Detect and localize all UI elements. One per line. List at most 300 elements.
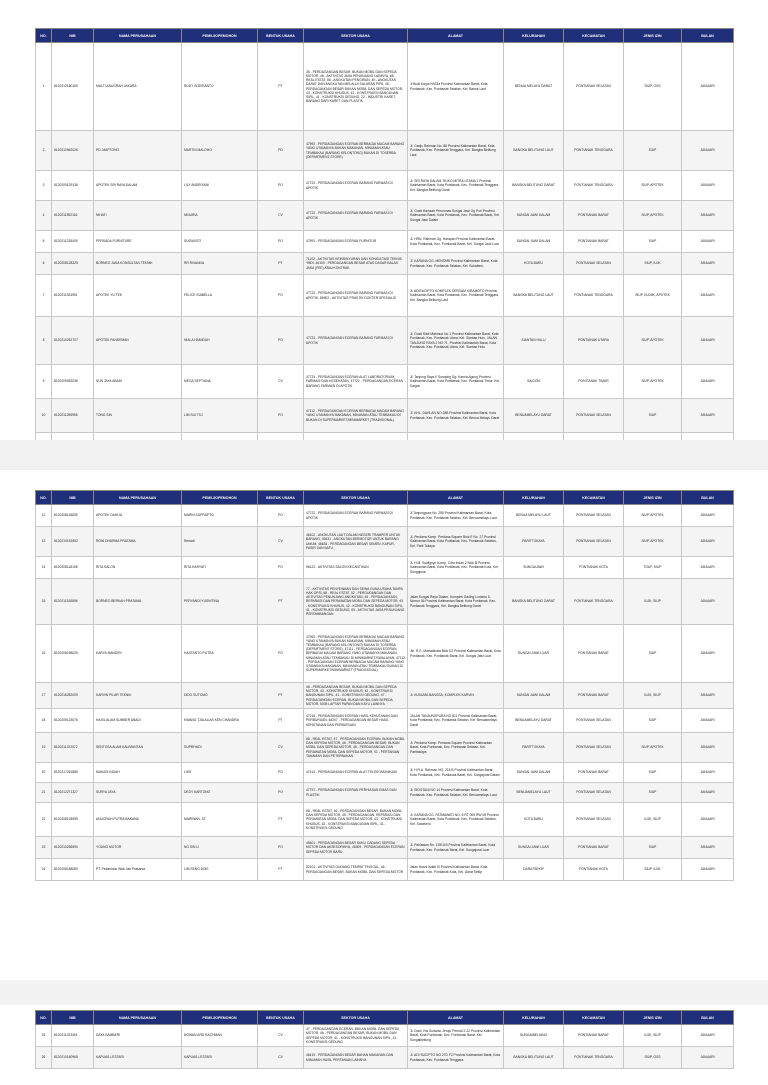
cell-bentuk: PT: [258, 253, 304, 275]
permit-table-page-3: [35, 1010, 734, 1069]
cell-alamat: Jl. Dumi Yos Sudarso Jerujo Permai 2-22 Provinsi Kalimantan Barat, Kota Pontianak, Kec. Pontianak Barat, Kel. Sungaibeliung: [408, 1025, 504, 1047]
cell-bentuk: CV: [258, 201, 304, 231]
column-header-no: NO.: [36, 1011, 52, 1025]
column-header-jenis: JENIS IZIN: [624, 491, 682, 505]
cell-nama: SURYA JAYA: [94, 783, 182, 803]
cell-sektor: 52101 - AKTIVITAS GUDANG TEMPAT TINGGAL, 46 - PERDAGANGAN BESAR, BUKAN MOBIL DAN SEPEDA MOTOR: [304, 859, 408, 881]
table-row: [36, 399, 734, 433]
cell-bulan: JANUARI: [682, 365, 734, 399]
cell-sektor: 47216 - PERDAGANGAN ECERAN HASIL KEHUTANAN DAN PERBURUAN, 46207 - PERDAGANGAN BESAR HASIL KEHUTANAN DAN PERBURUAN: [304, 709, 408, 733]
cell-kecamatan: PONTIANAK TENGGARA: [564, 1047, 624, 1069]
table-row: [36, 859, 734, 881]
cell-sektor: 47722 - PERDAGANGAN ECERAN BARANG FARMASI DI APOTIK: [304, 505, 408, 527]
table-row: [36, 131, 734, 171]
cell-kelurahan: SUNGAI JAWI LUAR: [504, 837, 564, 859]
column-header-jenis: JENIS IZIN: [624, 29, 682, 43]
column-header-bentuk: BENTUK USAHA: [258, 491, 304, 505]
column-header-pemilik: PEMILIK/PEMOHON: [182, 491, 258, 505]
cell-pemilik: PERYANDI YUSNITINA: [182, 579, 258, 625]
cell-sektor: 71102 - AKTIVITAS KEINSINYURAN DAN KONSULTASI TEKNIS YBDI, 46100 - PERDAGANGAN BESAR ATAS DASAR BALAS JASA (FEE) ATAU KONTRAK: [304, 253, 408, 275]
cell-alamat: Jl. SIDOTANI NO 14 Provinsi Kalimantan Barat, Kota Pontianak, Kec. Pontianak Selatan, Kel. Benuamelayu Laut: [408, 783, 504, 803]
table-row: [36, 763, 734, 783]
cell-alamat: Jl. SRI RAYA DALAM, RUKO MITRA UTAMA 1 Provinsi Kalimantan Barat, Kota Pontianak, Kec. Pontianak Tenggara, Kel. Bangka Belitung Darat: [408, 171, 504, 201]
table-row: [36, 527, 734, 557]
column-header-kelurahan: KELURAHAN: [504, 491, 564, 505]
cell-pemilik: NINURIA: [182, 201, 258, 231]
cell-jenis: SIUP, IUJK: [624, 859, 682, 881]
cell-kecamatan: PONTIANAK SELATAN: [564, 399, 624, 433]
cell-kelurahan: SIANTAN HULU: [504, 317, 564, 365]
cell-bentuk: PO: [258, 783, 304, 803]
cell-sektor: 68 - REAL ESTAT, 47 - PERDAGANGAN ECERAN, BUKAN MOBIL DAN SEPEDA MOTOR, 46 - PERDAGANGAN BESAR, BUKAN MOBIL DAN SEPEDA MOTOR, 45 - PERDAGANGAN DAN PERAWATAN MOBIL DAN SEPEDA MOTOR, 01 - PERTANIAN TANAMAN DAN PETERNAKAN: [304, 733, 408, 763]
table-row: [36, 231, 734, 253]
cell-nama: MAKASI INDAH: [94, 763, 182, 783]
table-row: [36, 683, 734, 709]
cell-bentuk: PO: [258, 399, 304, 433]
table-row: [36, 733, 734, 763]
column-header-jenis: JENIS IZIN: [624, 1011, 682, 1025]
cell-nib: 8120208128959: [52, 803, 94, 837]
cell-kecamatan: PONTIANAK BARAT: [564, 1025, 624, 1047]
cell-alamat: Jl. Pahlawan No. 139/103 Provinsi Kalimantan Barat, Kota Pontianak, Kec. Pontianak Barat, Kel. Sungajurai Luar: [408, 837, 504, 859]
cell-sektor: 45401 - PERDAGANGAN BESAR SUKU CADANG SEPEDA MOTOR DAN AKSESORINYA, 45409 - PERDAGANGAN ECERAN SEPEDA MOTOR BARU: [304, 837, 408, 859]
cell-nib: 8120211298955: [52, 399, 94, 433]
cell-pemilik: NIALA HAMIDAH: [182, 317, 258, 365]
cell-nama: SUN JAYA ABADI: [94, 365, 182, 399]
cell-bulan: JANUARI: [682, 859, 734, 881]
cell-kelurahan: PARITTOKAYA: [504, 733, 564, 763]
cell-kelurahan: SUNGAI JAWI LUAR: [504, 625, 564, 683]
cell-nama: BORNEO BERKAH PRATAMA: [94, 579, 182, 625]
cell-bentuk: PT: [258, 579, 304, 625]
permit-table-page-2: [35, 490, 734, 881]
cell-bulan: JANUARI: [682, 625, 734, 683]
cell-nama: MULTI ANUGRAH JAKARA: [94, 43, 182, 131]
cell-jenis: SIUP, APOTEK: [624, 527, 682, 557]
cell-jenis: SIUP, KLINIK, APOTEK: [624, 275, 682, 317]
cell-kecamatan: PONTIANAK BARAT: [564, 763, 624, 783]
cell-nib: 8120211228409: [52, 231, 94, 253]
table-row: [36, 201, 734, 231]
cell-sektor: 47722 - PERDAGANGAN ECERAN BARANG FARMASI DI APOTIK: [304, 171, 408, 201]
cell-bulan: JANUARI: [682, 803, 734, 837]
cell-alamat: Jl. KUSUMA BANGSA, KOMPLEK KARVIN: [408, 683, 504, 709]
cell-no: 4: [36, 201, 52, 231]
cell-pemilik: NOWAN ARD RACHMAN: [182, 1025, 258, 1047]
cell-bentuk: PO: [258, 557, 304, 579]
cell-jenis: IUJK, SIUP: [624, 683, 682, 709]
cell-no: 18: [36, 709, 52, 733]
cell-bulan: JANUARI: [682, 1047, 734, 1069]
cell-nama: KAPUAS LESTARI: [94, 1047, 182, 1069]
cell-bulan: JANUARI: [682, 683, 734, 709]
cell-kecamatan: PONTIANAK BARAT: [564, 201, 624, 231]
cell-nama: NIHATI: [94, 201, 182, 231]
cell-jenis: SIUP, APOTEK: [624, 733, 682, 763]
cell-kecamatan: PONTIANAK BARAT: [564, 837, 624, 859]
column-header-sektor: SEKTOR USAHA: [304, 29, 408, 43]
cell-nama: RONI DHARMA PRATAMA: [94, 527, 182, 557]
cell-jenis: SIUP: [624, 763, 682, 783]
cell-jenis: SIUP: [624, 837, 682, 859]
cell-kelurahan: PARITTOKAYA: [504, 527, 564, 557]
table-row: [36, 253, 734, 275]
cell-nib: 8120211592116: [52, 201, 94, 231]
cell-kecamatan: PONTIANAK SELATAN: [564, 803, 624, 837]
cell-bentuk: CV: [258, 1047, 304, 1069]
cell-jenis: SIUP, APOTEK: [624, 365, 682, 399]
cell-no: 21: [36, 783, 52, 803]
cell-kelurahan: BENUAMELAYU DARAT: [504, 709, 564, 733]
cell-jenis: SIUP, APOTEK: [624, 317, 682, 365]
cell-nib: 8120211223491: [52, 1025, 94, 1047]
column-header-no: NO.: [36, 491, 52, 505]
cell-bentuk: PO: [258, 505, 304, 527]
cell-nib: 8120210160965: [52, 1047, 94, 1069]
cell-kelurahan: BENUA MELAYU LAUT: [504, 505, 564, 527]
cell-sektor: 46419 - PERDAGANGAN BESAR BAHAN MAKANAN DAN MINUMAN HASIL PERTANIAN LAINNYA: [304, 1047, 408, 1069]
table-row: [36, 709, 734, 733]
table-row: [36, 317, 734, 365]
column-header-alamat: ALAMAT: [408, 1011, 504, 1025]
cell-alamat: Jalan Husni Isdah III Provinsi Kalimantan Barat, Kota Pontianak, Kec. Pontianak Kota, Kel. Darat Sekip: [408, 859, 504, 881]
cell-no: 19: [36, 733, 52, 763]
cell-alamat: Jl. H.M. Suwignyo Komp. Citra Indah 2 Blok B Provinsi Kalimantan Barat, Kota Pontianak, Kec. Pontianak Kota, Kel. Sungajurai: [408, 557, 504, 579]
cell-sektor: 47112 - PERDAGANGAN ECERAN BERBAGAI MACAM BARANG YANG UTAMANYA MAKANAN, MINUMAN ATAU TEMBAKAU DI BUKAN DI SUPERMARKET/MINIMARKET (TRADISIONAL): [304, 399, 408, 433]
column-header-nama: NAMA PERUSAHAAN: [94, 29, 182, 43]
cell-bulan: JANUARI: [682, 171, 734, 201]
cell-kelurahan: BANGKA BELITUNG LAUT: [504, 131, 564, 171]
table-row: [36, 505, 734, 527]
cell-bulan: JANUARI: [682, 399, 734, 433]
column-header-sektor: SEKTOR USAHA: [304, 1011, 408, 1025]
cell-nama: SENTOSA ALAM KALIMANTAN: [94, 733, 182, 763]
cell-bentuk: PT: [258, 709, 304, 733]
cell-alamat: Jl. HRN. Rahman Gg. Harapan Provinsi Kalimantan Barat, Kota Pontianak, Kec. Pontianak Barat, Kel. Sungai Jawi Luar: [408, 231, 504, 253]
cell-bentuk: CV: [258, 527, 304, 557]
cell-kecamatan: PONTIANAK SELATAN: [564, 709, 624, 733]
cell-kecamatan: PONTIANAK KOTA: [564, 859, 624, 881]
cell-pemilik: KWANG TJIA ALIAS KEN CHANDRA: [182, 709, 258, 733]
column-header-pemilik: PEMILIK/PEMOHON: [182, 29, 258, 43]
cell-kelurahan: BENUA MELAYU DARAT: [504, 43, 564, 131]
table-header-row: [36, 29, 734, 43]
cell-nib: 8120212271327: [52, 783, 94, 803]
cell-kecamatan: PONTIANAK SELATAN: [564, 43, 624, 131]
cell-nib: 8120208118108: [52, 557, 94, 579]
cell-nib: 8120216282009: [52, 683, 94, 709]
cell-nib: 8120210152592: [52, 527, 94, 557]
cell-sektor: 47591 - PERDAGANGAN ECERAN FURNITUR: [304, 231, 408, 253]
permit-table-page-1: [35, 28, 734, 491]
cell-bulan: JANUARI: [682, 579, 734, 625]
cell-kecamatan: PONTIANAK SELATAN: [564, 253, 624, 275]
cell-kecamatan: PONTIANAK BARAT: [564, 231, 624, 253]
cell-bentuk: PO: [258, 317, 304, 365]
cell-nib: 8120209129136: [52, 171, 94, 201]
cell-nama: APOTEK YU TEK: [94, 275, 182, 317]
cell-jenis: SIUP: [624, 131, 682, 171]
cell-bentuk: PO: [258, 837, 304, 859]
cell-alamat: JALAN TANJUNGPURA NO 811 Provinsi Kalimantan Barat, Kota Pontianak, Kec. Pontianak Selatan, Kel. Benuamelayu Darat: [408, 709, 504, 733]
cell-no: 3: [36, 171, 52, 201]
cell-kelurahan: SUNGAI JAWI DALAM: [504, 201, 564, 231]
cell-jenis: IUJK, SIUP: [624, 803, 682, 837]
cell-kecamatan: PONTIANAK SELATAN: [564, 733, 624, 763]
cell-nama: YOUNG MOTOR: [94, 837, 182, 859]
cell-no: 9: [36, 365, 52, 399]
table-row: [36, 625, 734, 683]
cell-kecamatan: PONTIANAK SELATAN: [564, 783, 624, 803]
column-header-kecamatan: KECAMATAN: [564, 1011, 624, 1025]
cell-nama: DAYA SAMBERI: [94, 1025, 182, 1047]
cell-kelurahan: SUNGAI JAWI DALAM: [504, 763, 564, 783]
cell-pemilik: RUDY SOERIANTO: [182, 43, 258, 131]
cell-jenis: SIUP, OSS: [624, 43, 682, 131]
cell-jenis: TDUP, SIUP: [624, 557, 682, 579]
cell-no: 20: [36, 763, 52, 783]
cell-pemilik: KAPUAS LESTARI: [182, 1047, 258, 1069]
cell-no: 17: [36, 683, 52, 709]
cell-sektor: 47722 - PERDAGANGAN ECERAN BARANG FARMASI DI APOTIK: [304, 317, 408, 365]
cell-alamat: Jl Budi Karya Nh33a Provinsi Kalimantan Barat, Kota Pontianak, Kec. Pontianak Selatan, Kel. Bansir Laut: [408, 43, 504, 131]
cell-sektor: 77 - AKTIVITAS PENYEWAAN DAN SEWA GUNA USAHA TANPA HAK OPSI, 68 - REAL ESTAT, 52 - PERGUDANGAN DAN AKTIVITAS PENUNJANG ANGKUTAN, 45 - PERDAGANGAN, REPARASI DAN PERAWATAN MOBIL DAN SEPEDA MOTOR, 43 - KONSTRUKSI KHUSUS, 42 - KONSTRUKSI BANGUNAN SIPIL, 41 - KONSTRUKSI GEDUNG, 09 - AKTIVITAS JASA PENUNJANG PERTAMBANGAN: [304, 579, 408, 625]
cell-alamat: Jl. Gusti Situt Mahmud No 1 Provinsi Kalimantan Barat, Kota Pontianak, Kec. Pontianak Utara, Kel. Siantan Hulu, JALAN TANJUNG RAYA 2 NO 71, Provinsi Kalimantan Barat, Kota Pontianak, Kec. Pontianak Utara, Kel. Siantan Hulu: [408, 317, 504, 365]
cell-kelurahan: SUNGAIBELIUNG: [504, 1025, 564, 1047]
cell-nama: APOTEK SRI RAYA DALAM: [94, 171, 182, 201]
cell-nib: 8120210256590: [52, 837, 94, 859]
document-page-1: [0, 0, 768, 440]
cell-alamat: Jl. Gusti Hamzah Perumnas Sungai Jawi Gg Puri Provinsi Kalimantan Barat, Kota Pontianak, Kec. Pontianak Barat, Kel. Sungai Jawi Dalam: [408, 201, 504, 231]
cell-pemilik: LISS: [182, 763, 258, 783]
cell-nib: 8120217261886: [52, 763, 94, 783]
cell-nama: ANUGRAH PUTRA BAKANA: [94, 803, 182, 837]
column-header-kelurahan: KELURAHAN: [504, 1011, 564, 1025]
cell-nib: 8120211924991: [52, 275, 94, 317]
table-row: [36, 43, 734, 131]
cell-kelurahan: SUNGAI JAWI DALAM: [504, 683, 564, 709]
cell-kelurahan: KOTA BARU: [504, 803, 564, 837]
cell-nib: 8120208118835: [52, 505, 94, 527]
cell-kelurahan: BANGKA BELITUNG DARAT: [504, 579, 564, 625]
column-header-bulan: BULAN: [682, 1011, 734, 1025]
cell-nama: KARYA MANDIRI: [94, 625, 182, 683]
cell-kelurahan: BANGKA BELITUNG LAUT: [504, 275, 564, 317]
cell-bulan: JANUARI: [682, 275, 734, 317]
cell-nib: 8120211518896: [52, 579, 94, 625]
cell-nib: 8120210962026: [52, 131, 94, 171]
cell-pemilik: RITA HARYATI: [182, 557, 258, 579]
cell-jenis: SIUP, OSS: [624, 1047, 682, 1069]
cell-alamat: Jl. ADI SUCIPTO NO 27D F2 Provinsi Kalimantan Barat, Kota Pontianak, Kec. Pontianak Tenggara: [408, 1047, 504, 1069]
cell-sektor: 47724 - PERDAGANGAN ECERAN ALAT LABORATORIUM, FARMASI DAN KESEHATAN, 47722 - PERDAGANGAN ECERAN BARANG FARMASI DI APOTIK: [304, 365, 408, 399]
cell-no: 2: [36, 131, 52, 171]
cell-nib: 8120211222072: [52, 733, 94, 763]
cell-kecamatan: PONTIANAK TENGGARA: [564, 275, 624, 317]
cell-bulan: JANUARI: [682, 527, 734, 557]
cell-jenis: IUJK, SIUP: [624, 579, 682, 625]
cell-jenis: SIUP: [624, 231, 682, 253]
cell-jenis: SIUP: [624, 709, 682, 733]
cell-nib: 8120208188080: [52, 859, 94, 881]
column-header-bentuk: BENTUK USAHA: [258, 29, 304, 43]
column-header-nib: NIB: [52, 1011, 94, 1025]
cell-no: 6: [36, 253, 52, 275]
cell-jenis: SIUP, IUJK: [624, 253, 682, 275]
cell-alamat: Jalan Sungai Raya Dalam, Komplek Gading Lumintu 5, Nomor 36 Provinsi Kalimantan Barat, Kota Pontianak, Kec. Pontianak Tenggara, Kel. Bangka Belitung Darat: [408, 579, 504, 625]
cell-nama: PD. MAPTONG: [94, 131, 182, 171]
cell-kecamatan: PONTIANAK SELATAN: [564, 505, 624, 527]
cell-no: 25: [36, 1025, 52, 1047]
cell-kecamatan: PONTIANAK SELATAN: [564, 527, 624, 557]
cell-alamat: Jl. Tanjung Raya II Sumping Gg. Karnia Agung Provinsi Kalimantan Barat, Kota Pontianak, Kec. Pontianak Timur, Kel. Saigon: [408, 365, 504, 399]
cell-no: 12: [36, 505, 52, 527]
cell-no: 15: [36, 579, 52, 625]
cell-no: 7: [36, 275, 52, 317]
cell-no: 24: [36, 859, 52, 881]
cell-no: 23: [36, 837, 52, 859]
column-header-nama: NAMA PERUSAHAAN: [94, 1011, 182, 1025]
cell-kelurahan: BANGKA BELITUNG DARAT: [504, 171, 564, 201]
column-header-pemilik: PEMILIK/PEMOHON: [182, 1011, 258, 1025]
table-row: [36, 579, 734, 625]
cell-pemilik: DEDY KARTONO: [182, 783, 258, 803]
cell-nama: BORNEO JASA KONSULTAN TEKNIK: [94, 253, 182, 275]
cell-pemilik: MARTIN MALOHO: [182, 131, 258, 171]
cell-kecamatan: PONTIANAK BARAT: [564, 683, 624, 709]
cell-sektor: 47722 - PERDAGANGAN ECERAN BARANG FARMASI DI APOTIK, 86902 - AKTIVITAS PRAKTIK DOKTER SPESIALIS: [304, 275, 408, 317]
table-header-row: [36, 1011, 734, 1025]
cell-sektor: 47797 - PERDAGANGAN ECERAN PERHIASAN EMAS DAN PLASTIK: [304, 783, 408, 803]
cell-nib: 8120209123076: [52, 709, 94, 733]
cell-bulan: JANUARI: [682, 837, 734, 859]
cell-jenis: SIUP, APOTEK: [624, 171, 682, 201]
cell-bulan: JANUARI: [682, 231, 734, 253]
cell-sektor: 46 - PERDAGANGAN BESAR, BUKAN MOBIL DAN SEPEDA MOTOR, 43 - KONSTRUKSI KHUSUS, 42 - KONSTRUKSI BANGUNAN SIPIL, 41 - KONSTRUKSI GEDUNG, 47 - PERDAGANGAN ECERAN, BUKAN MOBIL DAN SEPEDA MOTOR, 5005 LAPTAR PAPAN DAN KAYU LAINNYA: [304, 683, 408, 709]
column-header-nib: NIB: [52, 29, 94, 43]
cell-pemilik: MARNI SUPRAPTO: [182, 505, 258, 527]
cell-pemilik: DIDO SUTOMO: [182, 683, 258, 709]
cell-kelurahan: BANGKA BELITUNG LAUT: [504, 1047, 564, 1069]
cell-kecamatan: PONTIANAK TENGGARA: [564, 171, 624, 201]
table-row: [36, 837, 734, 859]
cell-nama: APOTEK PANDEMAN: [94, 317, 182, 365]
cell-kelurahan: SAIGON: [504, 365, 564, 399]
cell-bentuk: PO: [258, 763, 304, 783]
cell-nama: KARVIN PILAR TEKNIK: [94, 683, 182, 709]
cell-nama: TONG SIN: [94, 399, 182, 433]
table-row: [36, 171, 734, 201]
cell-no: 10: [36, 399, 52, 433]
cell-bulan: JANUARI: [682, 43, 734, 131]
cell-alamat: Jln. R.E. Martadinata Blok D2 Provinsi Kalimantan Barat, Kota Pontianak, Kec. Pontianak Barat, Kel. Sungai Jawi Luar: [408, 625, 504, 683]
cell-pemilik: LIM SUI TSJ: [182, 399, 258, 433]
cell-nib: 8120210252707: [52, 317, 94, 365]
cell-sektor: 47722 - PERDAGANGAN ECERAN BARANG FARMASI DI APOTIK: [304, 201, 408, 231]
cell-kelurahan: SUNGAIJAWI: [504, 557, 564, 579]
cell-bulan: JANUARI: [682, 1025, 734, 1047]
cell-bentuk: CV: [258, 1025, 304, 1047]
cell-jenis: SIUP: [624, 399, 682, 433]
cell-kelurahan: DARATSEKIP: [504, 859, 564, 881]
cell-nib: 8120209052036: [52, 365, 94, 399]
cell-nama: APOTEK DAHLIA: [94, 505, 182, 527]
cell-no: 5: [36, 231, 52, 253]
column-header-kecamatan: KECAMATAN: [564, 491, 624, 505]
document-page-3: [0, 1005, 768, 1085]
column-header-bulan: BULAN: [682, 491, 734, 505]
cell-sektor: 47414 - PERDAGANGAN ECERAN ALAT TELEKOMUNIKASI: [304, 763, 408, 783]
cell-kelurahan: BENUAMELAYU LAUT: [504, 783, 564, 803]
cell-kecamatan: PONTIANAK BARAT: [564, 625, 624, 683]
cell-no: 13: [36, 527, 52, 557]
cell-jenis: IUJK, SIUP: [624, 1025, 682, 1047]
cell-bentuk: PT: [258, 859, 304, 881]
table-row: [36, 275, 734, 317]
table-header-row: [36, 491, 734, 505]
cell-no: 26: [36, 1047, 52, 1069]
cell-pemilik: LIM SENG BOIE: [182, 859, 258, 881]
cell-nama: HASIL ALAM SUMBER ABADI: [94, 709, 182, 733]
document-page-2: [0, 470, 768, 980]
cell-jenis: SIUP, APOTEK: [624, 201, 682, 231]
column-header-bentuk: BENTUK USAHA: [258, 1011, 304, 1025]
cell-no: 16: [36, 625, 52, 683]
cell-kecamatan: PONTIANAK TENGGARA: [564, 579, 624, 625]
cell-bulan: JANUARI: [682, 505, 734, 527]
cell-kecamatan: PONTIANAK KOTA: [564, 557, 624, 579]
cell-bulan: JANUARI: [682, 709, 734, 733]
cell-no: 1: [36, 43, 52, 131]
cell-kelurahan: KOTA BARU: [504, 253, 564, 275]
cell-bentuk: CV: [258, 365, 304, 399]
cell-bulan: JANUARI: [682, 557, 734, 579]
cell-nib: 8120208128325: [52, 253, 94, 275]
cell-pemilik: MARIWAN, ST.: [182, 803, 258, 837]
cell-alamat: Jl. KARANA GG. FATMAWATI NO. 8 RT 005 RW 08 Provinsi Kalimantan Barat, Kota Pontianak, Kec. Pontianak Selatan, Kel. Sokaberu: [408, 803, 504, 837]
cell-bentuk: PO: [258, 625, 304, 683]
cell-bentuk: PT: [258, 683, 304, 709]
table-row: [36, 783, 734, 803]
cell-pemilik: SUGIANTO: [182, 231, 258, 253]
column-header-no: NO.: [36, 29, 52, 43]
cell-sektor: 96122 - AKTIVITAS SALON KECANTIKAN: [304, 557, 408, 579]
cell-sektor: 47992 - PERDAGANGAN ECERAN BERBAGAI MACAM BARANG YANG UTAMANYA BUKAN MAKANAN, MINUMAN ATAU TEMBAKAU (BARANG KELONTONG) BUKAN DI TOSERBA (DEPARTMENT STORE), 47111 - PERDAGANGAN ECERAN BERBAGAI MACAM BARANG YANG UTAMANYA MAKANAN, MINUMAN ATAU TEMBAKAU DI MINIMARKET/SWALAYAN, 47112 - PERDAGANGAN ECERAN BERBAGAI MACAM BARANG YANG UTAMANYA MAKANAN, MINUMAN ATAU TEMBAKAU BUKAN DI SUPERMARKET/MINIMARKET (TRADISIONAL): [304, 625, 408, 683]
cell-bentuk: PD: [258, 131, 304, 171]
column-header-kelurahan: KELURAHAN: [504, 29, 564, 43]
cell-pemilik: SUPRIYADI: [182, 733, 258, 763]
cell-alamat: Jl. Perdana Komp. Perdana Square Provinsi Kalimantan Barat, Kota Pontianak, Kec. Pontianak Selatan, Kel. Parittokaya: [408, 733, 504, 763]
column-header-nib: NIB: [52, 491, 94, 505]
cell-bentuk: PO: [258, 275, 304, 317]
cell-kelurahan: SUNGAI JAWI DALAM: [504, 231, 564, 253]
cell-pemilik: MEGA SEPTIANA: [182, 365, 258, 399]
cell-sektor: 47 - PERDAGANGAN ECERAN, BUKAN MOBIL DAN SEPEDA MOTOR, 46 - PERDAGANGAN BESAR, BUKAN MOBIL DAN SEPEDA MOTOR, 41 - KONSTRUKSI BANGUNAN SIPIL, 41 - KONSTRUKSI GEDUNG: [304, 1025, 408, 1047]
column-header-alamat: ALAMAT: [408, 491, 504, 505]
column-header-bulan: BULAN: [682, 29, 734, 43]
cell-alamat: Jl. KARANA GG. MENTARI Provinsi Kalimantan Barat, Kota Pontianak, Kec. Pontianak Selatan, Kel. Sokaberu: [408, 253, 504, 275]
cell-alamat: Jl Tanjungpura No. 298 Provinsi Kalimantan Barat, Kota Pontianak, Kec. Pontianak Selatan, Kel. Benuamelayu Laut: [408, 505, 504, 527]
cell-alamat: Jl. ADISUCIPTO KOMPLEK SERDAM KIRAMOTO Provinsi Kalimantan Barat, Kota Pontianak, Kec. Pontianak Tenggara, Kel. Bangka Belitung Laut: [408, 275, 504, 317]
cell-jenis: SIUP: [624, 783, 682, 803]
cell-jenis: SIUP: [624, 625, 682, 683]
cell-bulan: JANUARI: [682, 783, 734, 803]
cell-pemilik: RR RIVANDA: [182, 253, 258, 275]
cell-jenis: SIUP, APOTEK: [624, 505, 682, 527]
cell-no: 8: [36, 317, 52, 365]
cell-bulan: JANUARI: [682, 253, 734, 275]
cell-alamat: Jl. H.R.A. Rahman NO. 218 B Provinsi Kalimantan Barat, Kota Pontianak, Kec. Pontianak Barat, Kel. Sungajurai Dalam: [408, 763, 504, 783]
